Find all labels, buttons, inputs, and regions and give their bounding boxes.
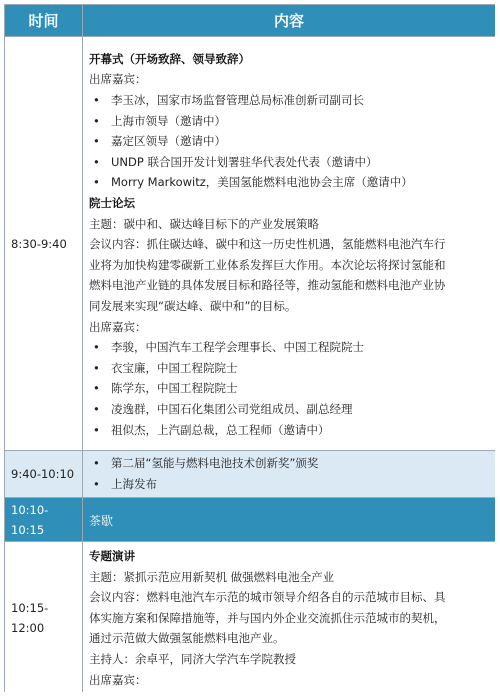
bullet-icon: • bbox=[93, 360, 100, 375]
bullet-icon: • bbox=[93, 340, 100, 355]
list-item: • Morry Markowitz，美国氢能燃料电池协会主席（邀请中） bbox=[89, 172, 489, 193]
list-item: • 李骏，中国汽车工程学会理事长、中国工程院院士 bbox=[89, 337, 489, 358]
row-time bbox=[5, 542, 83, 693]
desc-line: 业将为加快构建零碳新工业体系发挥巨大作用。本次论坛将探讨氢能和 bbox=[89, 257, 446, 272]
desc-line: 会议内容：抓住碳达峰、碳中和这一历史性机遇，氢能燃料电池汽车行 bbox=[89, 237, 446, 252]
row-content bbox=[83, 542, 496, 693]
table-row bbox=[5, 542, 496, 693]
list-item: • 上海市领导（邀请中） bbox=[89, 111, 489, 132]
bullet-icon: • bbox=[93, 113, 100, 128]
row-content bbox=[83, 498, 496, 542]
bullet-icon: • bbox=[93, 401, 100, 416]
table-row bbox=[5, 451, 496, 498]
bullet-icon: • bbox=[93, 93, 100, 108]
section-title: 院士论坛 bbox=[89, 196, 135, 211]
bullet-icon: • bbox=[93, 477, 100, 491]
list-item: • 衣宝廉，中国工程院院士 bbox=[89, 358, 489, 379]
list-item: • 第二届“氢能与燃料电池技术创新奖”颁奖 bbox=[89, 453, 489, 474]
header-time: 时间 bbox=[5, 5, 83, 37]
desc-line: 通过示范做大做强氢能燃料电池产业。 bbox=[89, 631, 285, 646]
row-time bbox=[5, 498, 83, 542]
bullet-icon: • bbox=[93, 422, 100, 437]
desc-line: 会议内容：燃料电池汽车示范的城市领导介绍各自的示范城市目标、具 bbox=[89, 590, 446, 605]
tea-break-label: 茶歇 bbox=[89, 514, 114, 528]
row-time: 8:30-9:40 bbox=[5, 37, 83, 451]
table-row bbox=[5, 498, 496, 542]
list-item: • UNDP 联合国开发计划署驻华代表处代表（邀请中） bbox=[89, 152, 489, 173]
row-time: 9:40-10:10 bbox=[5, 451, 83, 498]
header-content: 内容 bbox=[83, 5, 496, 37]
table-row bbox=[5, 37, 496, 451]
theme-text: 主题：紧抓示范应用新契机 做强燃料电池全产业 bbox=[89, 569, 335, 584]
guests-label: 出席嘉宾： bbox=[89, 319, 147, 334]
row-content bbox=[83, 37, 496, 451]
list-item: • 祖似杰，上汽副总裁，总工程师（邀请中） bbox=[89, 420, 489, 441]
list-item: • 陈学东，中国工程院院士 bbox=[89, 378, 489, 399]
list-item: • 嘉定区领导（邀请中） bbox=[89, 131, 489, 152]
bullet-icon: • bbox=[93, 134, 100, 149]
guests-label: 出席嘉宾： bbox=[89, 672, 147, 687]
host-text: 主持人：余卓平，同济大学汽车学院教授 bbox=[89, 651, 296, 666]
guests-label: 出席嘉宾： bbox=[89, 72, 147, 87]
bullet-icon: • bbox=[93, 154, 100, 169]
time-end: 10:15 bbox=[11, 522, 45, 537]
time-start: 10:10- bbox=[11, 502, 49, 517]
theme-text: 主题：碳中和、碳达峰目标下的产业发展策略 bbox=[89, 216, 319, 231]
time-end: 12:00 bbox=[11, 620, 45, 635]
row-content bbox=[83, 451, 496, 498]
bullet-icon: • bbox=[93, 175, 100, 190]
list-item: • 李玉冰，国家市场监督管理总局标准创新司副司长 bbox=[89, 90, 489, 111]
desc-line: 燃料电池产业链的具体发展目标和路径等，推动氢能和燃料电池产业协 bbox=[89, 278, 446, 293]
section-title: 专题演讲 bbox=[89, 549, 135, 563]
list-item: • 上海发布 bbox=[89, 474, 489, 495]
agenda-table bbox=[4, 4, 495, 692]
desc-line: 体实施方案和保障措施等，并与国内外企业交流抓住示范城市的契机， bbox=[89, 610, 446, 625]
desc-line: 同发展来实现“碳达峰、碳中和”的目标。 bbox=[89, 298, 297, 313]
agenda-frame bbox=[4, 4, 495, 692]
section-title: 开幕式（开场致辞、领导致辞） bbox=[89, 51, 250, 66]
time-start: 10:15- bbox=[11, 600, 49, 615]
list-item: • 凌逸群，中国石化集团公司党组成员、副总经理 bbox=[89, 399, 489, 420]
bullet-icon: • bbox=[93, 381, 100, 396]
table-header-row bbox=[5, 5, 496, 37]
bullet-icon: • bbox=[93, 456, 100, 471]
